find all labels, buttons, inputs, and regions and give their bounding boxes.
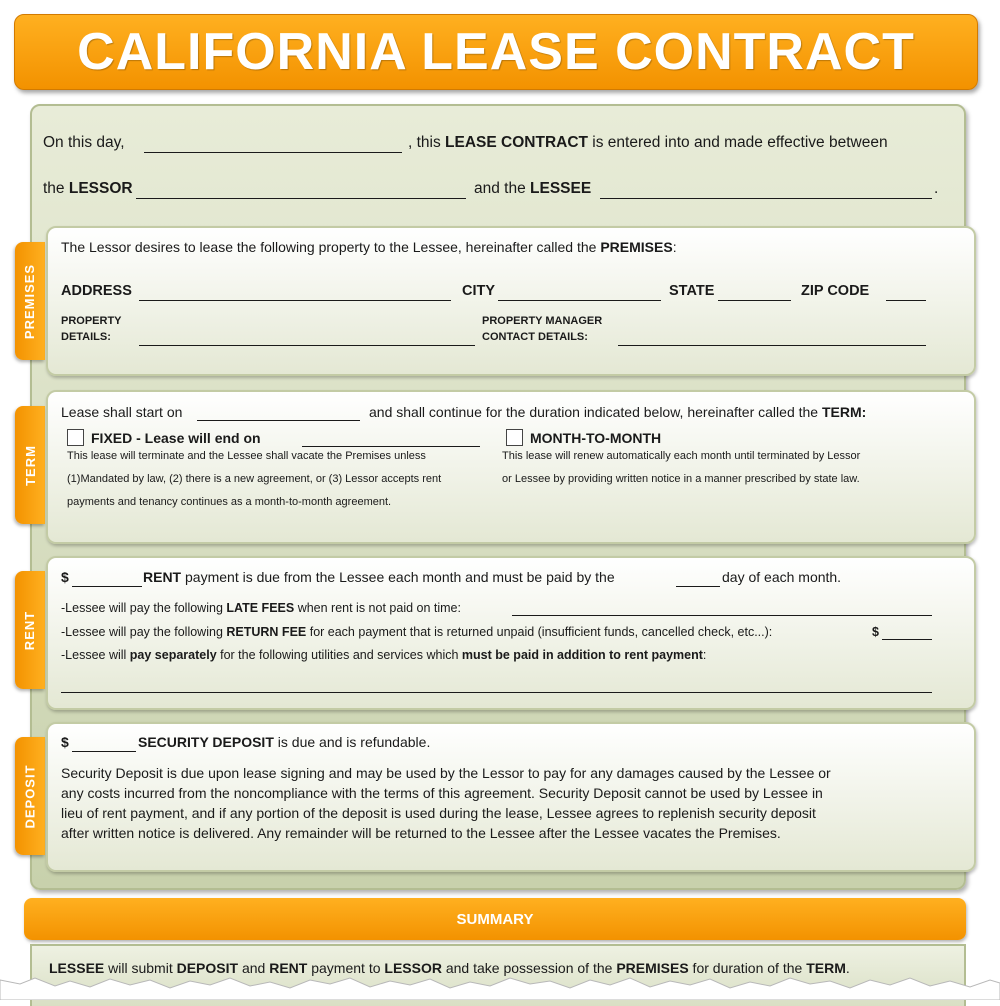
mtm-desc-2: or Lessee by providing written notice in a manner prescribed by state law. <box>502 473 860 485</box>
late-fees-field[interactable] <box>512 615 932 616</box>
intro-line-1: , this LEASE CONTRACT is entered into and made effective between <box>408 134 888 151</box>
details-label: DETAILS: <box>61 331 111 343</box>
intro-lessor-label: the LESSOR <box>43 180 133 197</box>
rent-tab: RENT <box>15 571 45 689</box>
deposit-tab: DEPOSIT <box>15 737 45 855</box>
month-to-month-checkbox[interactable] <box>506 429 523 446</box>
term-continue-text: and shall continue for the duration indicated below, hereinafter called the TERM: <box>369 404 867 420</box>
zip-label: ZIP CODE <box>801 283 870 299</box>
fixed-desc-3: payments and tenancy continues as a month-to-month agreement. <box>67 496 392 508</box>
intro-period: . <box>934 180 939 197</box>
return-fee-text: -Lessee will pay the following RETURN FEE for each payment that is returned unpaid (insufficient funds, cancelled check, etc...): <box>61 625 773 639</box>
return-fee-field[interactable] <box>882 639 932 640</box>
lease-start-field[interactable] <box>197 420 360 421</box>
fixed-label: FIXED - Lease will end on <box>91 430 261 446</box>
page-title: CALIFORNIA LEASE CONTRACT <box>77 23 915 81</box>
deposit-refundable-text: SECURITY DEPOSIT is due and is refundable. <box>138 734 431 750</box>
rent-due-text: RENT payment is due from the Lessee each month and must be paid by the <box>143 569 615 585</box>
address-field[interactable] <box>139 300 451 301</box>
term-tab: TERM <box>15 406 45 524</box>
city-field[interactable] <box>498 300 661 301</box>
premises-tab: PREMISES <box>15 242 45 360</box>
rent-dollar-sign: $ <box>61 569 69 585</box>
rent-amount-field[interactable] <box>72 586 142 587</box>
deposit-amount-field[interactable] <box>72 751 136 752</box>
lessee-name-field[interactable] <box>600 198 932 199</box>
manager-contact-field[interactable] <box>618 345 926 346</box>
fixed-checkbox[interactable] <box>67 429 84 446</box>
property-manager-label: PROPERTY MANAGER <box>482 315 603 327</box>
contact-details-label: CONTACT DETAILS: <box>482 331 588 343</box>
fixed-desc-1: This lease will terminate and the Lessee shall vacate the Premises unless <box>67 450 426 462</box>
deposit-paragraph-1: Security Deposit is due upon lease signing and may be used by the Lessor to pay for any damages caused by the Lessee or <box>61 765 831 781</box>
state-field[interactable] <box>718 300 791 301</box>
month-to-month-label: MONTH-TO-MONTH <box>530 430 662 446</box>
property-label: PROPERTY <box>61 315 122 327</box>
lessor-name-field[interactable] <box>136 198 466 199</box>
state-label: STATE <box>669 283 715 299</box>
deposit-dollar-sign: $ <box>61 734 69 750</box>
city-label: CITY <box>462 283 496 299</box>
torn-edge-decoration <box>0 972 1000 1000</box>
mtm-desc-1: This lease will renew automatically each month until terminated by Lessor <box>502 450 861 462</box>
return-fee-dollar: $ <box>872 625 879 639</box>
summary-text: LESSEE will submit DEPOSIT and RENT payment to LESSOR and take possession of the PREMISES for duration of the TERM. <box>49 960 850 976</box>
property-details-field[interactable] <box>139 345 475 346</box>
term-start-label: Lease shall start on <box>61 404 183 420</box>
deposit-paragraph-4: after written notice is delivered. Any remainder will be returned to the Lessee after the Lessee vacates the Premises. <box>61 825 781 841</box>
utilities-field[interactable] <box>61 692 932 693</box>
intro-lessee-label: and the LESSEE <box>474 180 592 197</box>
zip-field[interactable] <box>886 300 926 301</box>
rent-day-text: day of each month. <box>722 569 842 585</box>
utilities-text: -Lessee will pay separately for the following utilities and services which must be paid in addition to rent payment: <box>61 648 707 662</box>
deposit-paragraph-2: any costs incurred from the noncompliance with the terms of this agreement. Security Deposit cannot be used by Lessee in <box>61 785 823 801</box>
date-field[interactable] <box>144 152 402 153</box>
late-fees-text: -Lessee will pay the following LATE FEES when rent is not paid on time: <box>61 601 461 615</box>
address-label: ADDRESS <box>61 283 132 299</box>
intro-on-this-day: On this day, <box>43 134 125 151</box>
premises-description: The Lessor desires to lease the following property to the Lessee, hereinafter called the PREMISES: <box>61 239 677 255</box>
title-banner <box>14 14 978 90</box>
deposit-paragraph-3: lieu of rent payment, and if any portion of the deposit is used during the lease, Lessee agrees to replenish security deposit <box>61 805 816 821</box>
fixed-desc-2: (1)Mandated by law, (2) there is a new agreement, or (3) Lessor accepts rent <box>67 473 442 485</box>
rent-due-day-field[interactable] <box>676 586 720 587</box>
summary-header: SUMMARY <box>24 898 966 940</box>
lease-end-field[interactable] <box>302 446 480 447</box>
